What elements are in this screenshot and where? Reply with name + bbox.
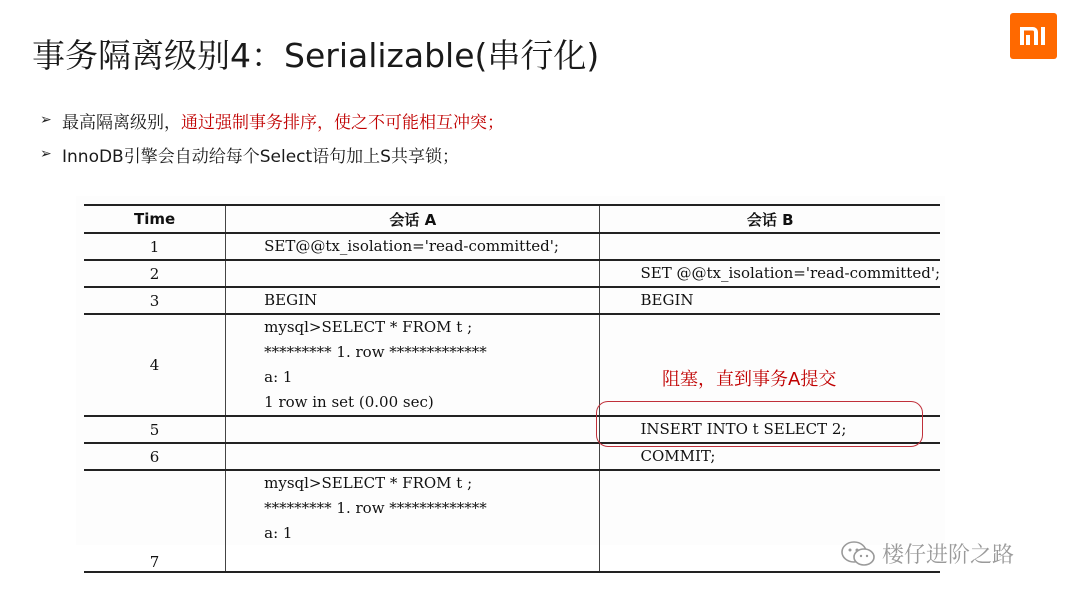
session-b-line: SET @@tx_isolation='read-committed'; — [640, 264, 940, 282]
session-b-cell — [600, 233, 940, 260]
session-a-cell — [226, 314, 600, 416]
session-a-line: ********* 1. row ************* — [264, 343, 487, 361]
session-a-line: BEGIN — [264, 291, 318, 309]
session-a-line: mysql>SELECT * FROM t ; — [264, 318, 473, 336]
time-cell: 5 — [84, 416, 226, 443]
header-session-a: 会话 A — [226, 205, 600, 233]
arrow-icon: ➢ — [40, 146, 52, 162]
bullet-item-2 — [40, 137, 504, 171]
session-a-cell — [226, 443, 600, 470]
session-a-line: ********* 1. row ************* — [264, 499, 487, 517]
table-header-row — [84, 205, 940, 233]
session-a-cell — [226, 287, 600, 314]
session-b-cell — [600, 260, 940, 287]
table-row — [84, 287, 940, 314]
session-a-line — [264, 546, 599, 571]
session-b-line: BEGIN — [640, 291, 694, 309]
table-row — [84, 260, 940, 287]
table-row — [84, 443, 940, 470]
watermark-text: 楼仔进阶之路 — [882, 543, 1015, 568]
arrow-icon: ➢ — [40, 112, 52, 128]
session-a-line: a: 1 — [264, 368, 293, 386]
time-cell: 4 — [84, 314, 226, 416]
time-cell: 7 — [84, 470, 226, 572]
wechat-icon — [840, 540, 876, 568]
bullet-list — [40, 103, 504, 171]
session-a-cell — [226, 233, 600, 260]
session-b-line: INSERT INTO t SELECT 2; — [640, 420, 847, 438]
bullet-2-text: InnoDB引擎会自动给每个Select语句加上S共享锁； — [62, 146, 459, 167]
session-a-cell — [226, 416, 600, 443]
session-a-line: SET@@tx_isolation='read-committed'; — [264, 237, 559, 255]
session-a-line: a: 1 — [264, 524, 293, 542]
header-time: Time — [84, 205, 226, 233]
mi-logo — [1010, 13, 1057, 59]
time-cell: 6 — [84, 443, 226, 470]
blocking-annotation: 阻塞，直到事务A提交 — [662, 369, 837, 390]
header-session-b: 会话 B — [600, 205, 940, 233]
mi-logo-icon — [1010, 13, 1057, 59]
bullet-1-prefix: 最高隔离级别， — [62, 112, 181, 133]
table-row — [84, 233, 940, 260]
session-a-cell — [226, 470, 600, 572]
bullet-1-highlight: 通过强制事务排序，使之不可能相互冲突； — [181, 112, 504, 133]
session-a-line: 1 row in set (0.00 sec) — [264, 393, 434, 411]
bullet-item-1 — [40, 103, 504, 137]
slide-title: 事务隔离级别4：Serializable(串行化) — [32, 36, 600, 75]
session-a-cell — [226, 260, 600, 287]
watermark — [840, 538, 1014, 569]
time-cell: 2 — [84, 260, 226, 287]
highlight-oval — [596, 401, 923, 447]
session-b-cell — [600, 287, 940, 314]
session-a-line: mysql>SELECT * FROM t ; — [264, 474, 473, 492]
time-cell: 1 — [84, 233, 226, 260]
table-row — [84, 470, 940, 572]
session-b-line: COMMIT; — [640, 447, 716, 465]
time-cell: 3 — [84, 287, 226, 314]
session-b-cell — [600, 443, 940, 470]
